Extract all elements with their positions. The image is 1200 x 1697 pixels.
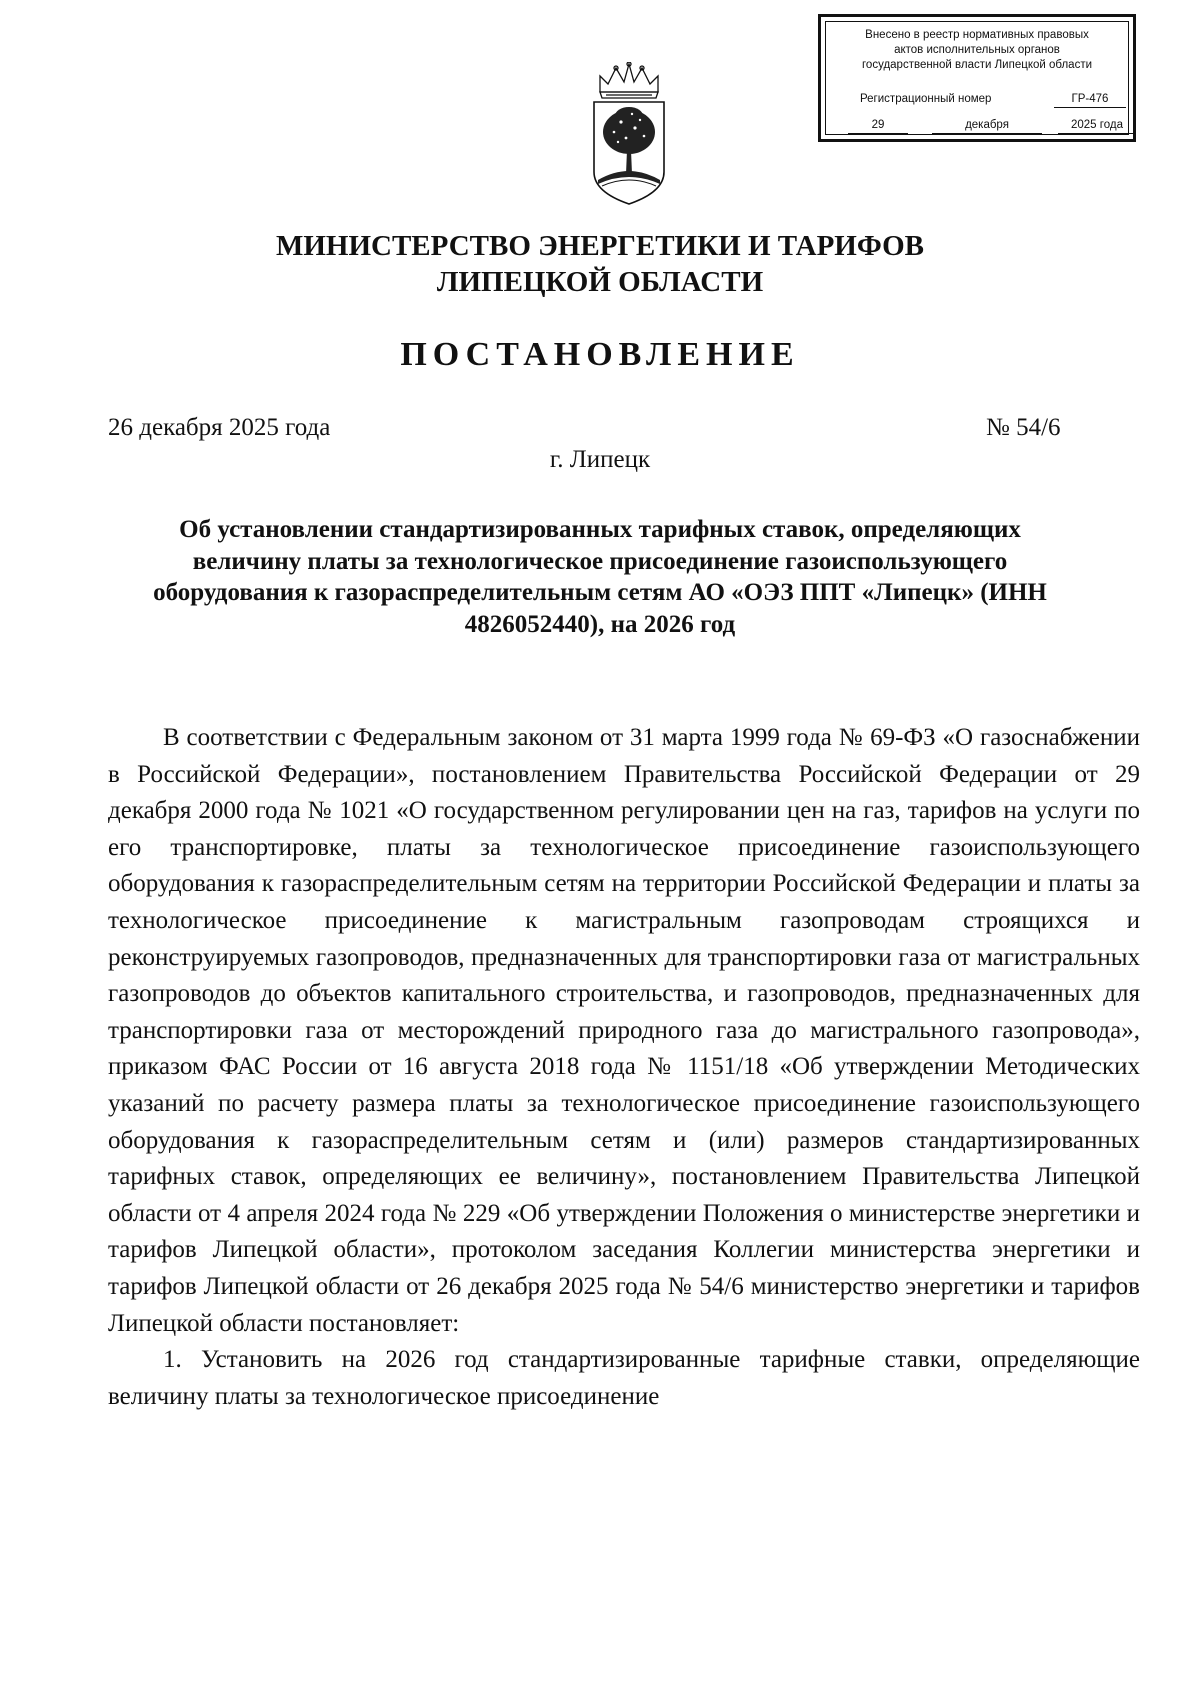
ministry-name-line-2: ЛИПЕЦКОЙ ОБЛАСТИ — [436, 266, 764, 298]
document-type-title: ПОСТАНОВЛЕНИЕ — [400, 336, 800, 373]
document-date: 26 декабря 2025 года — [108, 414, 331, 441]
stamp-reg-number: ГР-476 — [1054, 92, 1126, 108]
stamp-line-3: государственной власти Липецкой области — [861, 59, 1093, 71]
stamp-registration-row — [826, 92, 1128, 110]
preamble-paragraph: В соответствии с Федеральным законом от 31 марта 1999 года № 69-ФЗ «О газоснабжении в Российской Федерации», постановлением Правительства Российской Федерации от 29 декабря 2000 года № 1021 «О государственном регулировании цен на газ, тарифов на услуги по его транспортировке, платы за технологическое присоединение газоиспользующего оборудования к газораспределительным сетям на территории Российской Федерации и платы за технологическое присоединение к магистральным газопроводам строящихся и реконструируемых газопроводов, предназначенных для транспортировки газа от магистральных газопроводов до объектов капитального строительства, и газопроводов, предназначенных для транспортировки газа от месторождений природного газа до магистрального газопровода», приказом ФАС России от 16 августа 2018 года № 1151/18 «Об утверждении Методических указаний по расчету размера платы за технологическое присоединение газоиспользующего оборудования к газораспределительным сетям и (или) размеров стандартизированных тарифных ставок, определяющих ее величину», постановлением Правительства Липецкой области от 4 апреля 2024 года № 229 «Об утверждении Положения о министерстве энергетики и тарифов Липецкой области», протоколом заседания Коллегии министерства энергетики и тарифов Липецкой области от 26 декабря 2025 года № 54/6 министерство энергетики и тарифов Липецкой области постановляет: — [108, 724, 1140, 1337]
stamp-year: 2025 года — [1058, 118, 1136, 134]
stamp-reg-label: Регистрационный номер — [860, 93, 992, 105]
clause-1-paragraph: 1. Установить на 2026 год стандартизированные тарифные ставки, определяющие величину платы за технологическое присоединение — [108, 1346, 1140, 1410]
lipetsk-coat-of-arms-icon — [588, 62, 670, 206]
stamp-line-1: Внесено в реестр нормативных правовых — [865, 29, 1089, 41]
stamp-date-row — [826, 118, 1128, 136]
document-number: № 54/6 — [986, 414, 1061, 441]
stamp-line-2: актов исполнительных органов — [894, 44, 1060, 56]
document-body — [108, 720, 1140, 1415]
ministry-name-line-1: МИНИСТЕРСТВО ЭНЕРГЕТИКИ И ТАРИФОВ — [275, 230, 925, 262]
registry-stamp — [818, 14, 1136, 142]
document-subject: Об установлении стандартизированных тарифных ставок, определяющих величину платы за технологическое присоединение газоиспользующего оборудования к газораспределительным сетям АО «ОЭЗ ППТ «Липецк» (ИНН 4826052440), на 2026 год — [153, 516, 1047, 638]
stamp-month: декабря — [932, 118, 1042, 134]
registry-stamp-inner — [825, 21, 1129, 135]
stamp-day: 29 — [848, 118, 908, 134]
document-city: г. Липецк — [549, 446, 651, 473]
